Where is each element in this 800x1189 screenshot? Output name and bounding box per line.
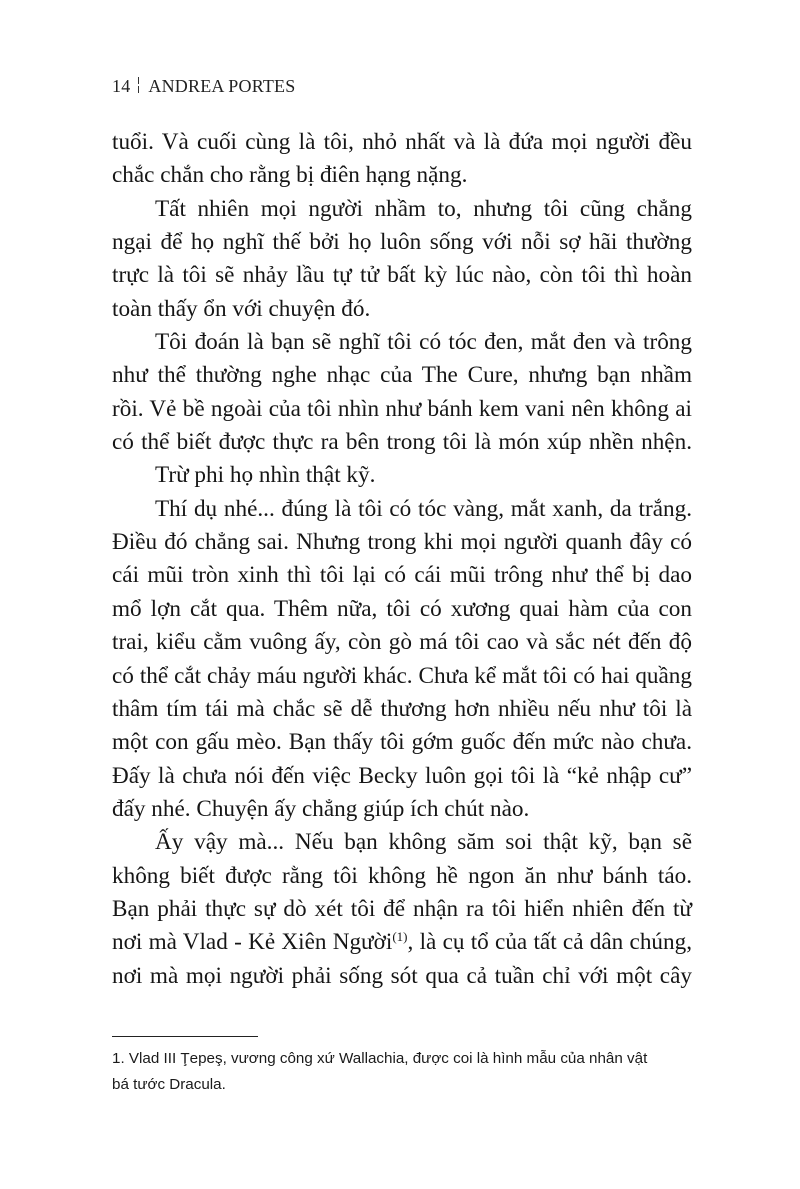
text-line: nơi mà mọi người phải sống sót qua cả tuần chỉ với một cây <box>112 962 692 989</box>
text-line: cái mũi tròn xinh thì tôi lại có cái mũi trông như thể bị dao <box>112 562 692 589</box>
text-line: Đấy là chưa nói đến việc Becky luôn gọi tôi là “kẻ nhập cư” <box>112 762 692 789</box>
text-line: Tôi đoán là bạn sẽ nghĩ tôi có tóc đen, mắt đen và trông <box>155 329 692 356</box>
text-segment: , là cụ tổ của tất cả dân chúng, <box>407 929 692 956</box>
text-line: trai, kiểu cằm vuông ấy, còn gò má tôi cao và sắc nét đến độ <box>112 629 692 656</box>
text-line: Điều đó chẳng sai. Nhưng trong khi mọi người quanh đây có <box>112 529 692 556</box>
header-separator <box>138 77 139 94</box>
body-text <box>112 126 692 993</box>
paragraph <box>112 326 692 459</box>
footnote-line: bá tước Dracula. <box>112 1076 226 1093</box>
text-line: Thí dụ nhé... đúng là tôi có tóc vàng, mắt xanh, da trắng. <box>155 495 692 522</box>
text-line: không biết được rằng tôi không hề ngon ăn như bánh táo. <box>112 862 692 889</box>
text-line: Trừ phi họ nhìn thật kỹ. <box>155 462 376 489</box>
text-line: có thể biết được thực ra bên trong tôi là món xúp nhền nhện. <box>112 429 692 456</box>
footnote-reference[interactable]: (1) <box>392 929 408 945</box>
text-line: ngại để họ nghĩ thế bởi họ luôn sống với nỗi sợ hãi thường <box>112 229 692 256</box>
footnote <box>112 1046 697 1098</box>
text-line: có thể cắt chảy máu người khác. Chưa kể mắt tôi có hai quầng <box>112 662 692 689</box>
paragraph <box>112 126 692 193</box>
text-line: chắc chắn cho rằng bị điên hạng nặng. <box>112 162 468 189</box>
paragraph <box>112 493 692 826</box>
text-segment: nơi mà Vlad - Kẻ Xiên Người <box>112 929 393 956</box>
text-line: toàn thấy ổn với chuyện đó. <box>112 295 371 322</box>
text-line: thâm tím tái mà chắc sẽ dễ thương hơn nhiều nếu như tôi là <box>112 695 692 722</box>
footnote-line: 1. Vlad III Ţepeş, vương công xứ Wallachia, được coi là hình mẫu của nhân vật <box>112 1050 648 1067</box>
paragraph <box>112 826 692 993</box>
text-line: Ấy vậy mà... Nếu bạn không săm soi thật kỹ, bạn sẽ <box>155 829 692 856</box>
text-line: Bạn phải thực sự dò xét tôi để nhận ra tôi hiển nhiên đến từ <box>112 895 692 922</box>
text-line: đấy nhé. Chuyện ấy chẳng giúp ích chút nào. <box>112 795 530 822</box>
text-line: Tất nhiên mọi người nhầm to, nhưng tôi cũng chẳng <box>155 195 692 222</box>
page-number: 14 <box>112 76 131 96</box>
text-line: tuổi. Và cuối cùng là tôi, nhỏ nhất và là đứa mọi người đều <box>112 129 692 155</box>
paragraph <box>112 459 692 492</box>
footnote-divider <box>112 1036 258 1037</box>
running-head <box>112 76 295 97</box>
text-line: như thể thường nghe nhạc của The Cure, nhưng bạn nhầm <box>112 362 692 389</box>
text-line-with-footnote <box>112 926 692 959</box>
text-line: một con gấu mèo. Bạn thấy tôi gớm guốc đến mức nào chưa. <box>112 729 692 756</box>
author-name: ANDREA PORTES <box>148 76 296 96</box>
text-line: rồi. Vẻ bề ngoài của tôi nhìn như bánh kem vani nên không ai <box>112 395 692 422</box>
text-line: mổ lợn cắt qua. Thêm nữa, tôi có xương quai hàm của con <box>112 595 692 622</box>
paragraph <box>112 193 692 326</box>
footnotes <box>112 1046 697 1098</box>
text-line: trực là tôi sẽ nhảy lầu tự tử bất kỳ lúc nào, còn tôi thì hoàn <box>112 262 692 289</box>
